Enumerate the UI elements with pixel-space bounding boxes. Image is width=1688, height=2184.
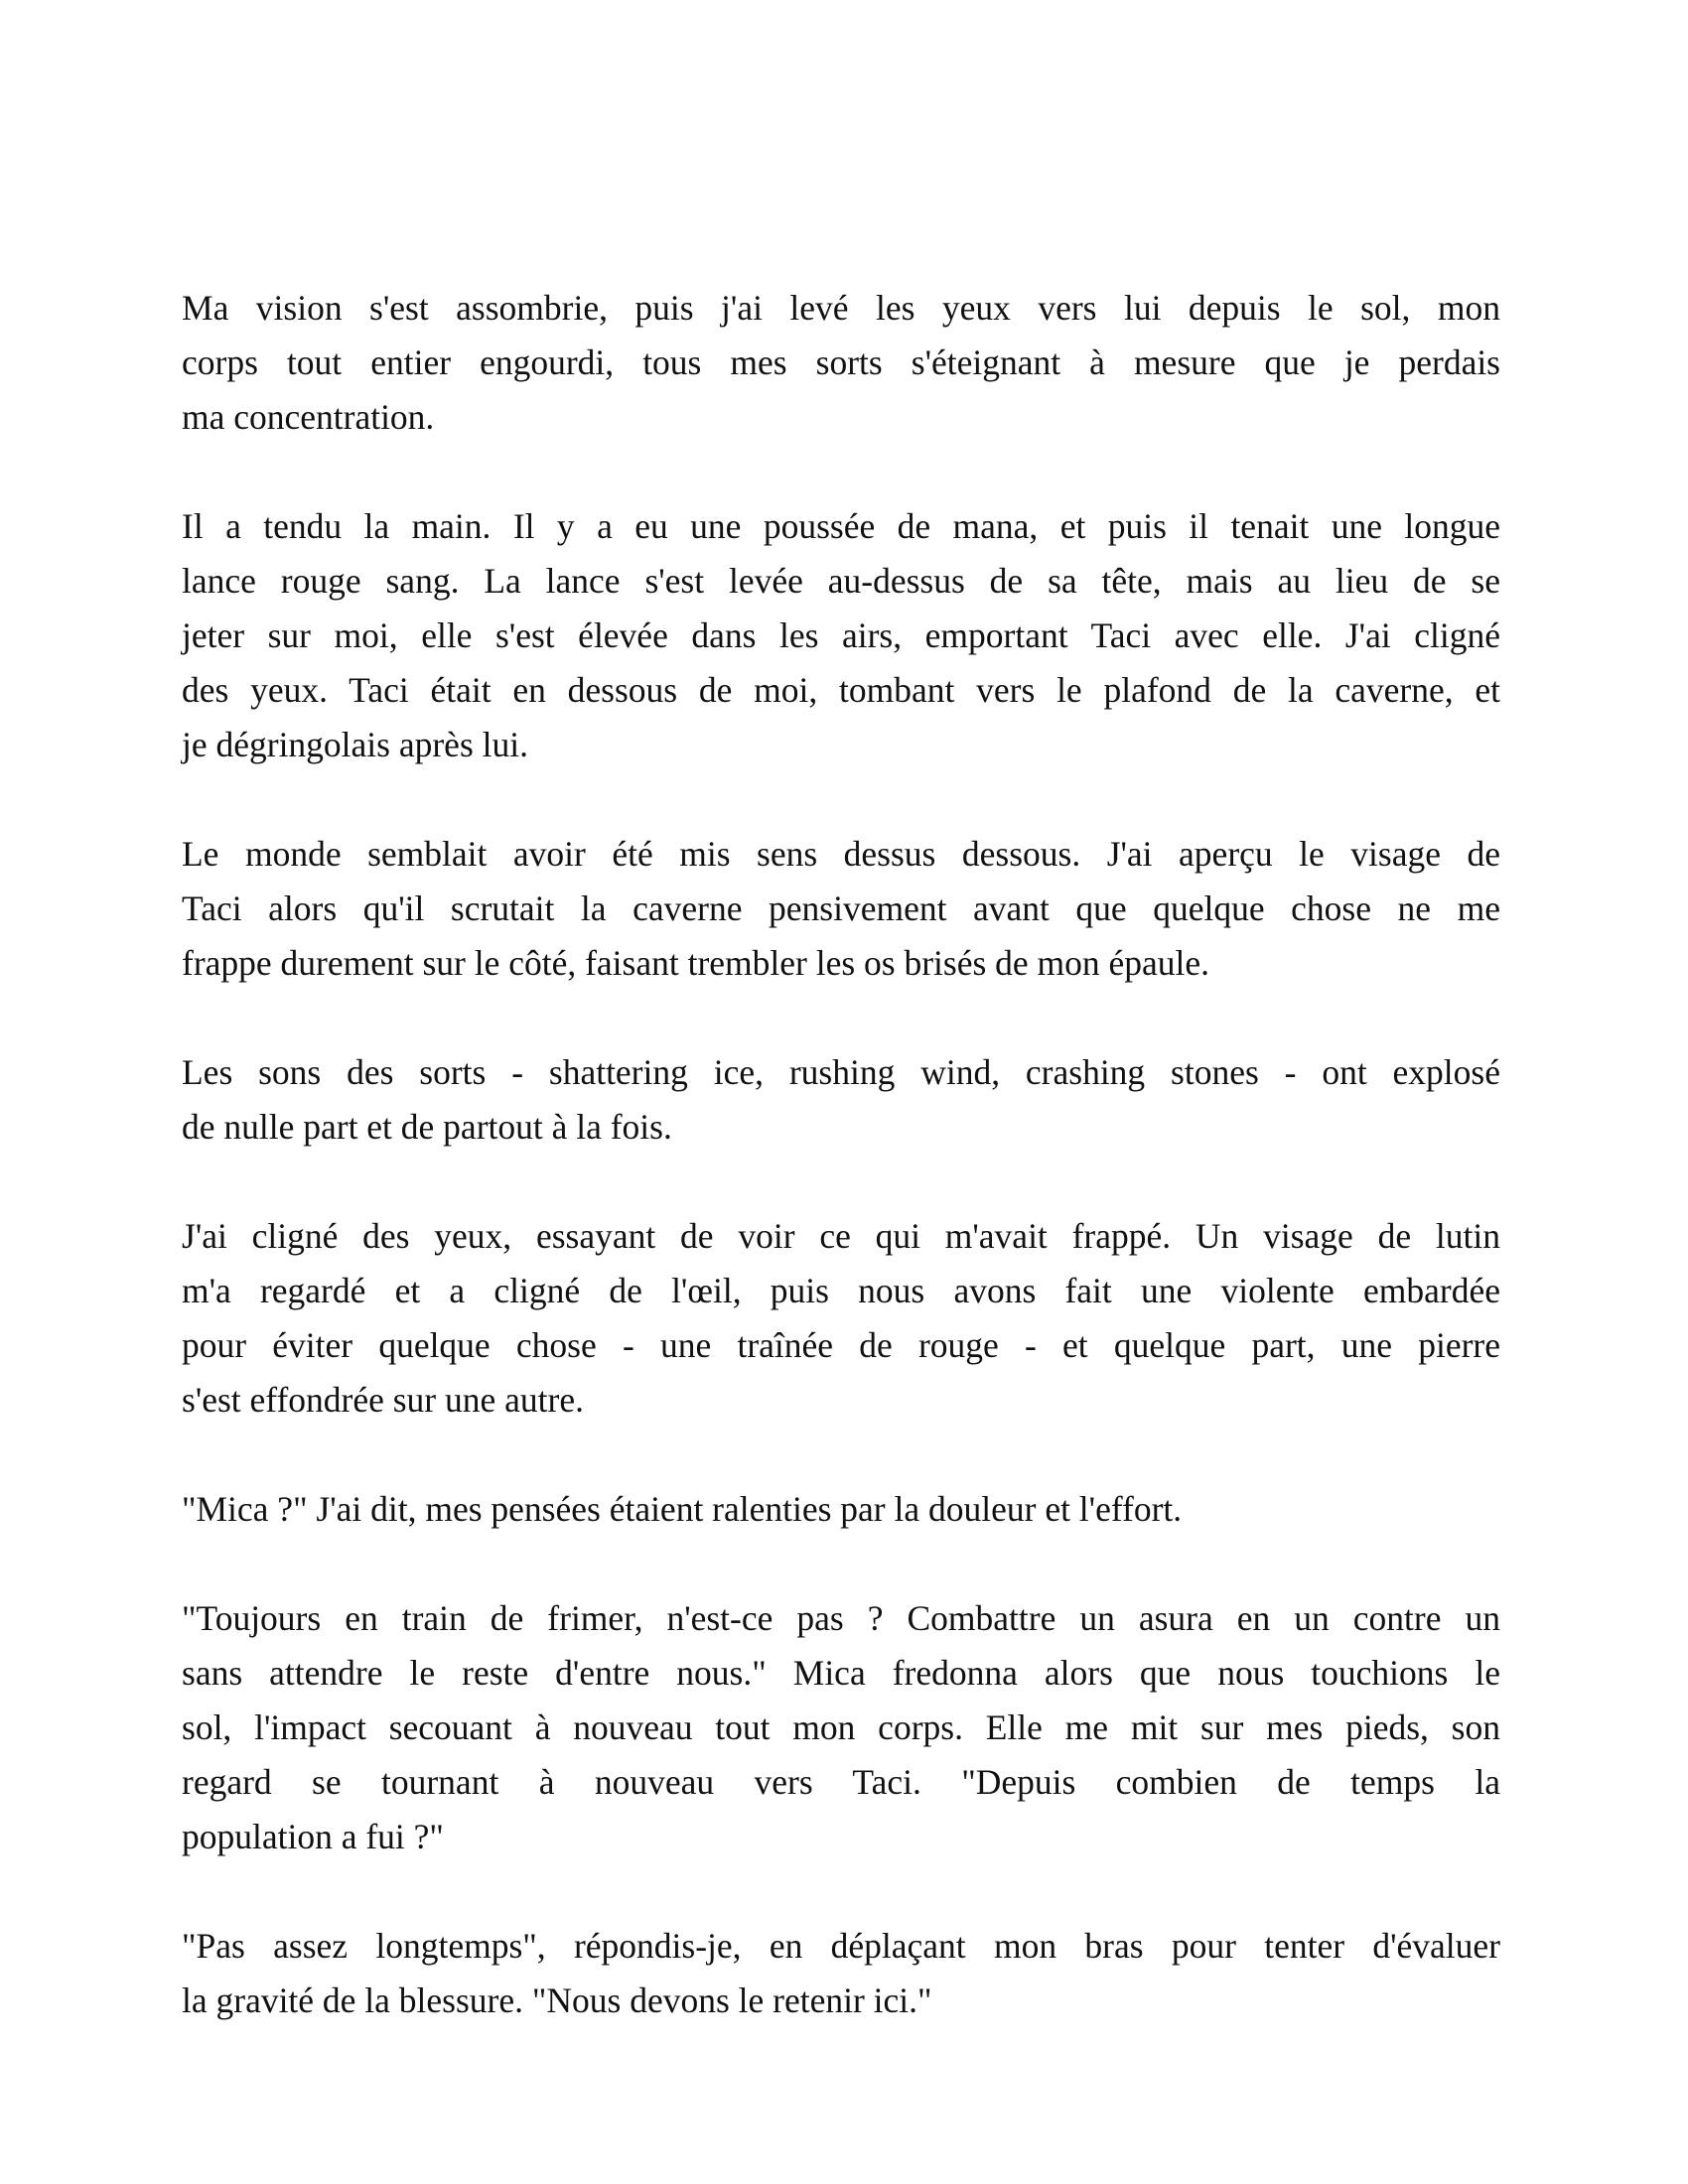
paragraph-1 [182, 281, 1500, 445]
text-line: de nulle part et de partout à la fois. [182, 1107, 672, 1147]
paragraph-6 [182, 1482, 1500, 1537]
text-line: des yeux. Taci était en dessous de moi, tombant vers le plafond de la caverne, et [182, 670, 1500, 710]
text-line: sol, l'impact secouant à nouveau tout mon corps. Elle me mit sur mes pieds, son [182, 1707, 1500, 1747]
text-line: "Toujours en train de frimer, n'est-ce pas ? Combattre un asura en un contre un [182, 1598, 1500, 1638]
text-line: ma concentration. [182, 397, 435, 437]
paragraph-8 [182, 1919, 1500, 2028]
paragraph-2 [182, 499, 1500, 772]
text-line: J'ai cligné des yeux, essayant de voir ce qui m'avait frappé. Un visage de lutin [182, 1216, 1500, 1256]
paragraph-7 [182, 1591, 1500, 1864]
text-line: Le monde semblait avoir été mis sens dessus dessous. J'ai aperçu le visage de [182, 834, 1500, 874]
text-line: regard se tournant à nouveau vers Taci. "Depuis combien de temps la [182, 1762, 1500, 1802]
text-line: "Pas assez longtemps", répondis-je, en déplaçant mon bras pour tenter d'évaluer [182, 1926, 1500, 1966]
text-line: pour éviter quelque chose - une traînée de rouge - et quelque part, une pierre [182, 1325, 1500, 1365]
text-line: corps tout entier engourdi, tous mes sorts s'éteignant à mesure que je perdais [182, 342, 1500, 382]
text-line: Il a tendu la main. Il y a eu une poussée de mana, et puis il tenait une longue [182, 506, 1500, 546]
text-line: la gravité de la blessure. "Nous devons le retenir ici." [182, 1980, 932, 2020]
paragraph-4 [182, 1045, 1500, 1155]
text-line: sans attendre le reste d'entre nous." Mica fredonna alors que nous touchions le [182, 1653, 1500, 1693]
paragraph-5 [182, 1209, 1500, 1428]
paragraph-3 [182, 827, 1500, 991]
text-line: frappe durement sur le côté, faisant trembler les os brisés de mon épaule. [182, 943, 1210, 983]
text-line: je dégringolais après lui. [182, 725, 528, 764]
text-line: Les sons des sorts - shattering ice, rushing wind, crashing stones - ont explosé [182, 1052, 1500, 1092]
text-line: Ma vision s'est assombrie, puis j'ai levé les yeux vers lui depuis le sol, mon [182, 288, 1500, 328]
text-line: population a fui ?" [182, 1817, 444, 1856]
document-page [182, 281, 1500, 2083]
text-line: lance rouge sang. La lance s'est levée au-dessus de sa tête, mais au lieu de se [182, 561, 1500, 601]
text-line: s'est effondrée sur une autre. [182, 1380, 584, 1420]
text-line: "Mica ?" J'ai dit, mes pensées étaient ralenties par la douleur et l'effort. [182, 1489, 1183, 1529]
text-line: Taci alors qu'il scrutait la caverne pensivement avant que quelque chose ne me [182, 888, 1500, 928]
text-line: jeter sur moi, elle s'est élevée dans les airs, emportant Taci avec elle. J'ai cligné [182, 615, 1500, 655]
text-line: m'a regardé et a cligné de l'œil, puis nous avons fait une violente embardée [182, 1271, 1500, 1310]
